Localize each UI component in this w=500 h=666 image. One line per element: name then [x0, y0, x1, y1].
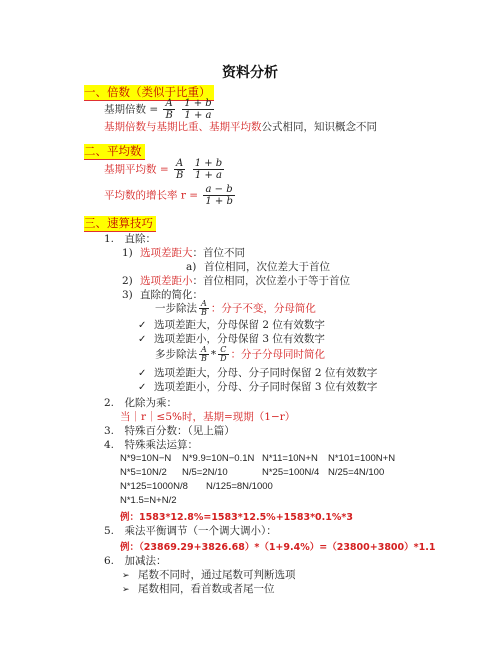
check-item-3: ✓ 选项差距大，分母、分子同时保留 2 位有效数字 [138, 367, 378, 379]
formula-base-multiple [104, 98, 216, 121]
item-special-multiplication: 4. 特殊乘法运算： [104, 439, 199, 451]
check-icon: ✓ [138, 320, 147, 331]
multi-step-division: 多步除法 $\frac{A}{B}$ * $\frac{C}{D}$ ：分子分母同时简化 [155, 345, 326, 363]
example-percent-split: 例：1583*12.8%=1583*12.5%+1583*0.1%*3 [120, 512, 353, 523]
fraction-growth: $\frac{1 + b}{1 + a}$ [184, 98, 212, 121]
subitem-1a: a) 首位相同，次位差大于首位 [186, 261, 330, 273]
note-base-multiple: 基期倍数与基期比重、基期平均数公式相同，知识概念不同 [104, 121, 377, 133]
mult-rule: N/5=2N/10 [182, 467, 228, 478]
section-heading-speed-tricks: 三、速算技巧 [84, 216, 156, 232]
check-item-4: ✓ 选项差距小，分母、分子同时保留 3 位有效数字 [138, 381, 378, 393]
check-item-1: ✓ 选项差距大，分母保留 2 位有效数字 [138, 319, 325, 331]
check-icon: ✓ [138, 382, 147, 393]
mult-rule: N*1.5=N+N/2 [120, 495, 177, 506]
mult-rule: N/25=4N/100 [328, 467, 385, 478]
mult-rule: N*5=10N/2 [120, 467, 167, 478]
item-add-subtract: 6. 加减法： [104, 555, 167, 567]
mult-rule: N*9=10N−N [120, 453, 172, 464]
mult-rule: N*25=100N/4 [262, 467, 320, 478]
mult-rule: N*125=1000N/8 [120, 481, 188, 492]
arrow-right-icon: ➢ [122, 571, 130, 581]
mult-rule: N*9.9=10N−0.1N [182, 453, 255, 464]
item-multiplication-balance: 5. 乘法平衡调节（一个调大调小）： [104, 525, 277, 537]
item-direct-division: 1. 直除： [104, 233, 157, 245]
arrow-item-2: ➢ 尾数相同，看首数或者尾一位 [122, 583, 275, 595]
formula-base-average: 基期平均数 = $\frac{A}{B}$ $\frac{1 + b}{1 + a}$ [104, 158, 223, 181]
page-title: 资料分析 [222, 65, 278, 81]
arrow-right-icon: ➢ [122, 585, 130, 595]
item-division-to-multiplication: 2. 化除为乘： [104, 397, 178, 409]
one-step-division: 一步除法 $\frac{A}{B}$ ：分子不变，分母简化 [155, 299, 316, 317]
formula-average-growth: 平均数的增长率 r = $\frac{a - b}{1 + b}$ [104, 184, 233, 207]
mult-rule: N*11=10N+N [262, 453, 318, 464]
example-balance: 例：（23869.29+3826.68）*（1+9.4%）=（23800+3800）*1.1 [120, 542, 436, 553]
formula-label: 基期倍数 = [104, 103, 162, 116]
rule-division-to-multiplication: 当｜r｜≤5%时，基期=现期（1−r） [120, 411, 296, 423]
section-heading-multiples: 一、倍数（类似于比重） [84, 85, 214, 101]
fraction-a-over-b: $\frac{A}{B}$ [165, 98, 173, 121]
subitem-3: 3) 直除的简化： [122, 289, 203, 301]
mult-rule: N*101=100N+N [328, 453, 396, 464]
check-icon: ✓ [138, 334, 147, 345]
section-heading-average: 二、平均数 [84, 144, 145, 160]
mult-rule: N/125=8N/1000 [206, 481, 273, 492]
check-item-2: ✓ 选项差距小，分母保留 3 位有效数字 [138, 333, 325, 345]
check-icon: ✓ [138, 368, 147, 379]
subitem-2: 2) 选项差距小：首位相同，次位差小于等于首位 [122, 275, 350, 287]
item-special-percent: 3. 特殊百分数：（见上篇） [104, 425, 235, 437]
subitem-1: 1) 选项差距大：首位不同 [122, 247, 245, 259]
arrow-item-1: ➢ 尾数不同时，通过尾数可判断选项 [122, 569, 296, 581]
